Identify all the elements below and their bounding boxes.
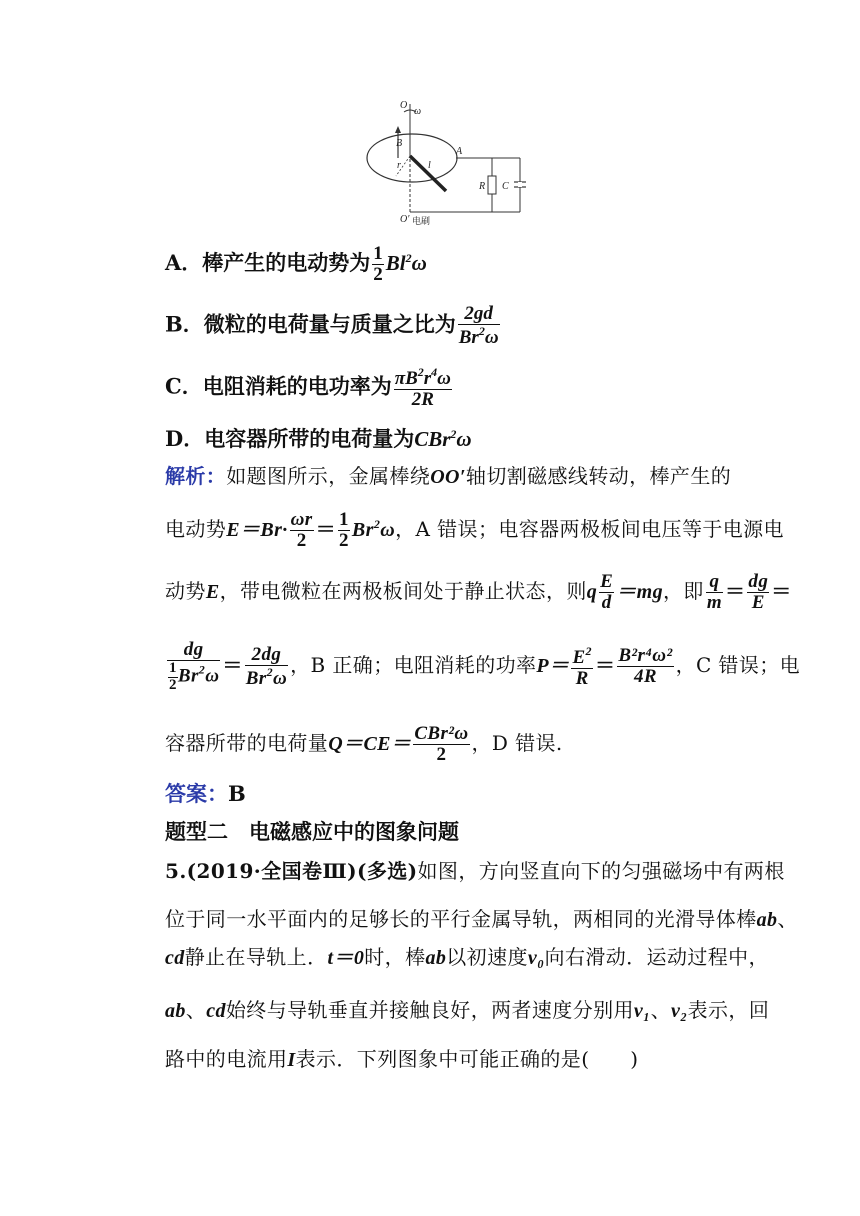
option-b: B．微粒的电荷量与质量之比为 $\frac{2gd}{Br^2\omega}$ (165, 303, 499, 348)
svg-text:l: l (428, 160, 431, 171)
option-c: C．电阻消耗的电功率为 $\frac{\pi B^2r^4\omega}{2R}$ (165, 365, 451, 410)
option-a: A．棒产生的电动势为 $\frac{1}{2}$ Bl$^2$ω (165, 243, 427, 285)
analysis-line-1: 解析：如题图所示，金属棒绕OO′轴切割磁感线转动，棒产生的 (165, 464, 732, 488)
question5-line-2: 位于同一水平面内的足够长的平行金属导轨，两相同的光滑导体棒ab、 (165, 907, 798, 931)
question5-line-3: cd静止在导轨上．t＝0时，棒ab以初速度v₀向右滑动．运动过程中， (165, 945, 769, 969)
analysis-line-4: dg $\frac{1}{2}$ Br$^2$ω ＝ $\frac{2dg}{Br^2\omega}$ ，B 正确；电阻消耗的功率P＝ $\frac{E^2}{R}$ ＝ $\frac{\text{B²r⁴ω²}}{4R}$ ，C 错误；电 (169, 639, 801, 693)
analysis-line-2: 电动势E＝Br· $\frac{\omega r}{2}$ ＝ $\frac{1}{2}$ Br$^2$ω，A 错误；电容器两极板间电压等于电源电 (165, 509, 784, 551)
answer-value: B (228, 781, 246, 806)
analysis-label: 解析： (165, 464, 227, 488)
svg-text:r: r (397, 160, 401, 171)
answer-label: 答案： (165, 781, 228, 806)
svg-text:A: A (456, 146, 463, 157)
analysis-line-5: 容器所带的电荷量Q＝CE＝ $\frac{\text{CBr²ω}}{2}$ ，D 错误. (165, 723, 563, 765)
section-title: 题型二 电磁感应中的图象问题 (165, 819, 459, 844)
question5-line-1: 5.(2019·全国卷Ⅲ)(多选)如图，方向竖直向下的匀强磁场中有两根 (165, 859, 785, 883)
svg-text:R: R (479, 181, 486, 192)
svg-text:O: O (400, 100, 408, 111)
question5-line-5: 路中的电流用I表示．下列图象中可能正确的是( ) (165, 1047, 639, 1071)
svg-text:ω: ω (414, 106, 422, 117)
svg-text:电刷: 电刷 (412, 217, 431, 227)
answer-line (165, 783, 246, 804)
question5-line-4: ab、cd始终与导轨垂直并接触良好，两者速度分别用v₁、v₂表示，回 (165, 998, 770, 1022)
svg-text:C: C (502, 181, 509, 192)
option-d: D．电容器所带的电荷量为CBr$^2$ω (165, 426, 472, 451)
analysis-line-3: 动势E，带电微粒在两极板间处于静止状态，则q $\frac{E}{d}$ ＝mg，即 $\frac{q}{m}$ ＝ $\frac{dg}{E}$ ＝ (165, 571, 792, 613)
rotating-rod-circuit-figure (360, 96, 535, 228)
svg-text:B: B (396, 138, 403, 149)
svg-text:O′: O′ (400, 214, 410, 225)
